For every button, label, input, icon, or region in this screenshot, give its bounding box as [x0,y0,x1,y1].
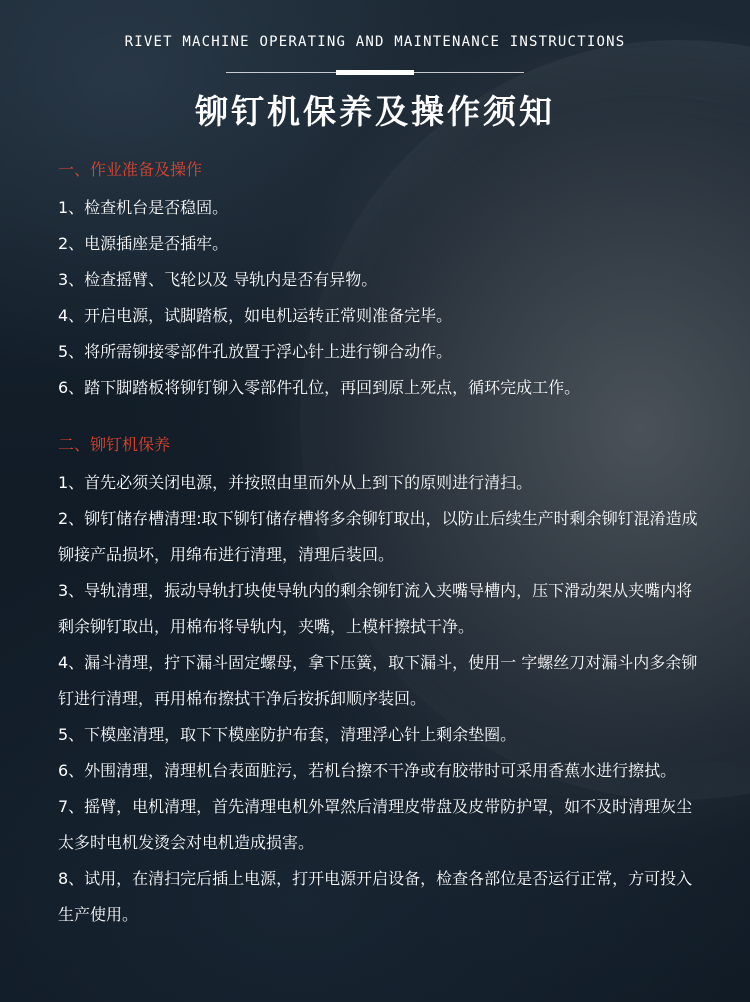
list-item: 3、导轨清理，振动导轨打块使导轨内的剩余铆钉流入夹嘴导槽内，压下滑动架从夹嘴内将剩余铆钉取出，用棉布将导轨内，夹嘴，上模杆擦拭干净。 [58,581,693,636]
instructions-body [58,156,698,933]
list-item: 4、开启电源，试脚踏板，如电机运转正常则准备完毕。 [58,306,453,325]
list-item: 6、踏下脚踏板将铆钉铆入零部件孔位，再回到原上死点，循环完成工作。 [58,378,581,397]
list-item: 8、试用，在清扫完后插上电源，打开电源开启设备，检查各部位是否运行正常，方可投入生产使用。 [58,869,693,924]
section-maintenance [58,431,698,933]
list-item: 3、检查摇臂、飞轮以及 导轨内是否有异物。 [58,270,378,289]
section-heading: 二、铆钉机保养 [58,435,171,454]
list-item: 2、铆钉储存槽清理:取下铆钉储存槽将多余铆钉取出，以防止后续生产时剩余铆钉混淆造成铆接产品损坏，用绵布进行清理，清理后装回。 [58,509,698,564]
page-title: 铆钉机保养及操作须知 [195,92,555,131]
section-heading: 一、作业准备及操作 [58,160,203,179]
list-item: 5、将所需铆接零部件孔放置于浮心针上进行铆合动作。 [58,342,453,361]
section-preparation [58,156,698,406]
list-item: 1、检查机台是否稳固。 [58,198,229,217]
list-item: 7、摇臂，电机清理，首先清理电机外罩然后清理皮带盘及皮带防护罩，如不及时清理灰尘太多时电机发烫会对电机造成损害。 [58,797,693,852]
list-item: 1、首先必须关闭电源，并按照由里而外从上到下的原则进行清扫。 [58,473,533,492]
list-item: 5、下模座清理，取下下模座防护布套，清理浮心针上剩余垫圈。 [58,725,517,744]
english-subtitle: RIVET MACHINE OPERATING AND MAINTENANCE INSTRUCTIONS [124,34,626,50]
list-item: 6、外围清理，清理机台表面脏污，若机台擦不干净或有胶带时可采用香蕉水进行擦拭。 [58,761,677,780]
section-gap [58,406,698,431]
list-item: 2、电源插座是否插牢。 [58,234,229,253]
divider-accent [336,70,414,75]
list-item: 4、漏斗清理，拧下漏斗固定螺母，拿下压簧，取下漏斗，使用一 字螺丝刀对漏斗内多余铆钉进行清理，再用棉布擦拭干净后按拆卸顺序装回。 [58,653,698,708]
